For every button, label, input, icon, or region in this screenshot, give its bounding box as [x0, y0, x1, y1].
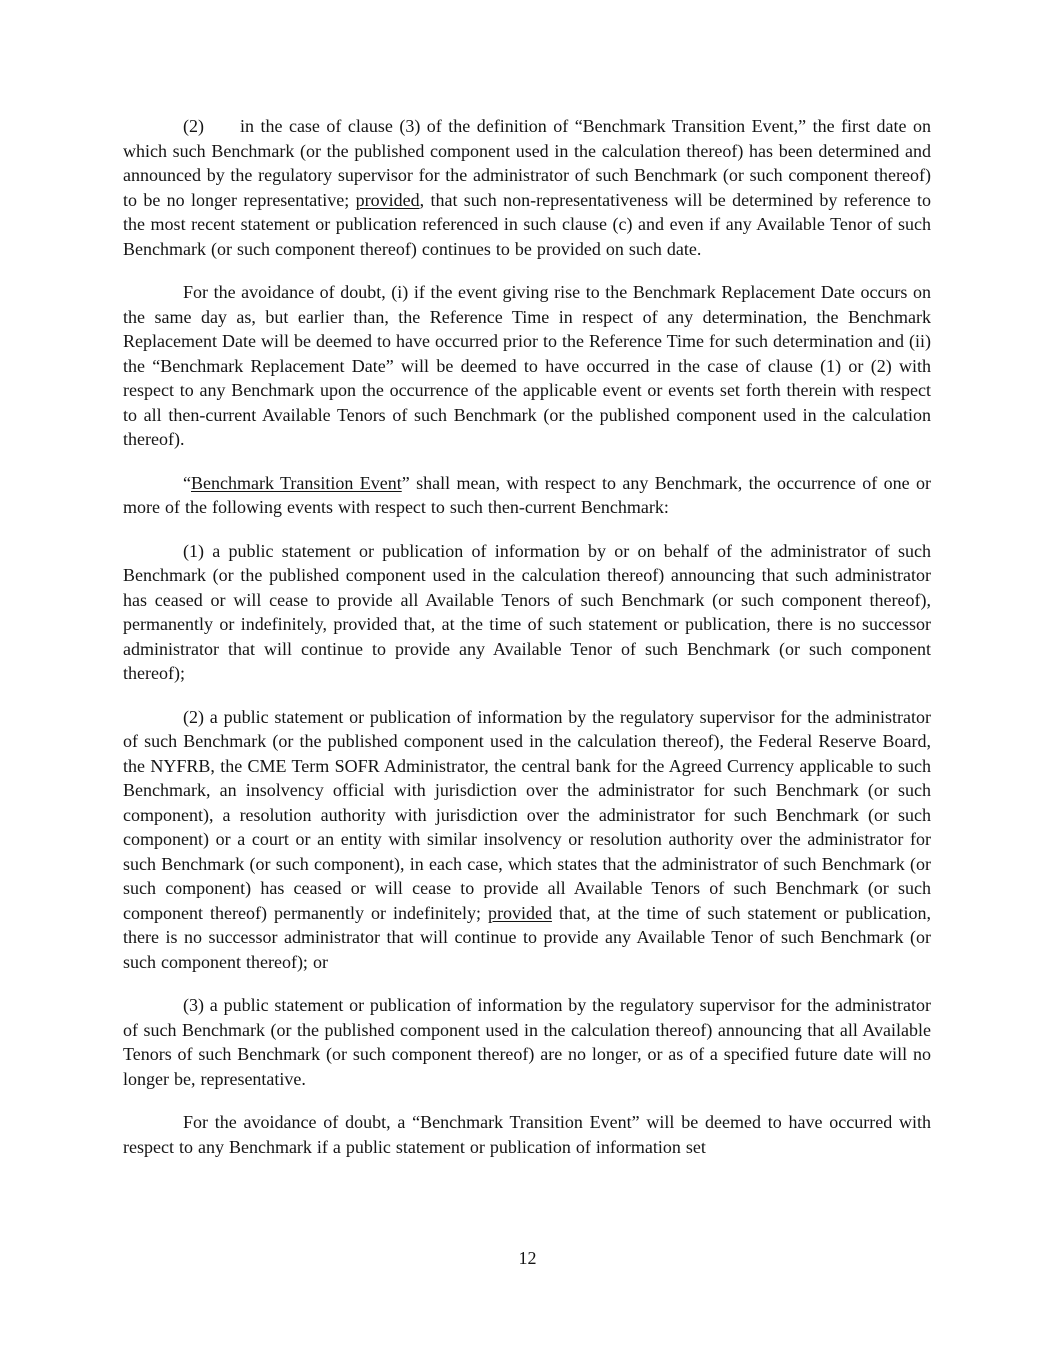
document-body — [123, 114, 931, 1178]
open-quote: “ — [183, 472, 191, 493]
underlined-term-provided: provided — [355, 189, 420, 210]
paragraph-text: For the avoidance of doubt, (i) if the event giving rise to the Benchmark Replacement Date occurs on the same day as, but earlier than, the Reference Time in respect of any determination, the Benchmark Replacement Date will be deemed to have occurred prior to the Reference Time for such determination and (ii) the “Benchmark Replacement Date” will be deemed to have occurred in the case of clause (1) or (2) with respect to any Benchmark upon the occurrence of the applicable event or events set forth therein with respect to all then-current Available Tenors of such Benchmark (or the published component used in the calculation thereof). — [123, 282, 931, 449]
paragraph-text: that, at the time of such statement or publication, there is no successor administrator that will continue to provide any Available Tenor of such Benchmark (or such component thereof); or — [123, 902, 931, 972]
paragraph-avoidance-of-doubt-transition-event — [123, 1110, 931, 1159]
page-number: 12 — [518, 1248, 537, 1268]
paragraph-benchmark-transition-event-definition — [123, 471, 931, 520]
paragraph-transition-event-clause-3 — [123, 993, 931, 1091]
paragraph-text: (1) a public statement or publication of information by or on behalf of the administrator of such Benchmark (or the published component used in the calculation thereof) announcing that such administrator has ceased or will cease to provide all Available Tenors of such Benchmark (or such component thereof), permanently or indefinitely, provided that, at the time of such statement or publication, there is no successor administrator that will continue to provide any Available Tenor of such Benchmark (or such component thereof); — [123, 540, 931, 683]
paragraph-transition-event-clause-2 — [123, 705, 931, 975]
paragraph-text: For the avoidance of doubt, a “Benchmark Transition Event” will be deemed to have occurred with respect to any Benchmark if a public statement or publication of information set — [123, 1112, 931, 1157]
paragraph-transition-event-clause-1 — [123, 539, 931, 686]
clause-label: (2) — [183, 116, 204, 136]
paragraph-benchmark-replacement-date-clause-2 — [123, 114, 931, 261]
paragraph-text: in the case of clause (3) of the definition of “Benchmark Transition Event,” the first date on which such Benchmark (or the published component used in the calculation thereof) has been determined and announced by the regulatory supervisor for the administrator of such Benchmark (or such component thereof) to be no longer representative; — [123, 116, 931, 210]
paragraph-avoidance-of-doubt-replacement-date — [123, 280, 931, 452]
underlined-term-provided: provided — [487, 902, 552, 923]
paragraph-text: ” shall mean, with respect to any Benchmark, the occurrence of one or more of the following events with respect to such then-current Benchmark: — [123, 472, 932, 517]
paragraph-text: , that such non-representativeness will be determined by reference to the most recent statement or publication referenced in such clause (c) and even if any Available Tenor of such Benchmark (or such component thereof) continues to be provided on such date. — [123, 189, 932, 259]
paragraph-text: (2) a public statement or publication of information by the regulatory supervisor for the administrator of such Benchmark (or the published component used in the calculation thereof), the Federal Reserve Board, the NYFRB, the CME Term SOFR Administrator, the central bank for the Agreed Currency applicable to such Benchmark, an insolvency official with jurisdiction over the administrator for such Benchmark (or such component), a resolution authority with jurisdiction over the administrator for such Benchmark (or such component) or a court or an entity with similar insolvency or resolution authority over the administrator for such Benchmark (or such component), in each case, which states that the administrator of such Benchmark (or such component) has ceased or will cease to provide all Available Tenors of such Benchmark (or such component thereof) permanently or indefinitely; — [123, 706, 931, 923]
underlined-term-benchmark-transition-event: Benchmark Transition Event — [191, 472, 402, 493]
paragraph-text: (3) a public statement or publication of information by the regulatory supervisor for the administrator of such Benchmark (or the published component used in the calculation thereof) announcing that all Available Tenors of such Benchmark (or such component thereof) are no longer, or as of a specified future date will no longer be, representative. — [123, 995, 931, 1089]
